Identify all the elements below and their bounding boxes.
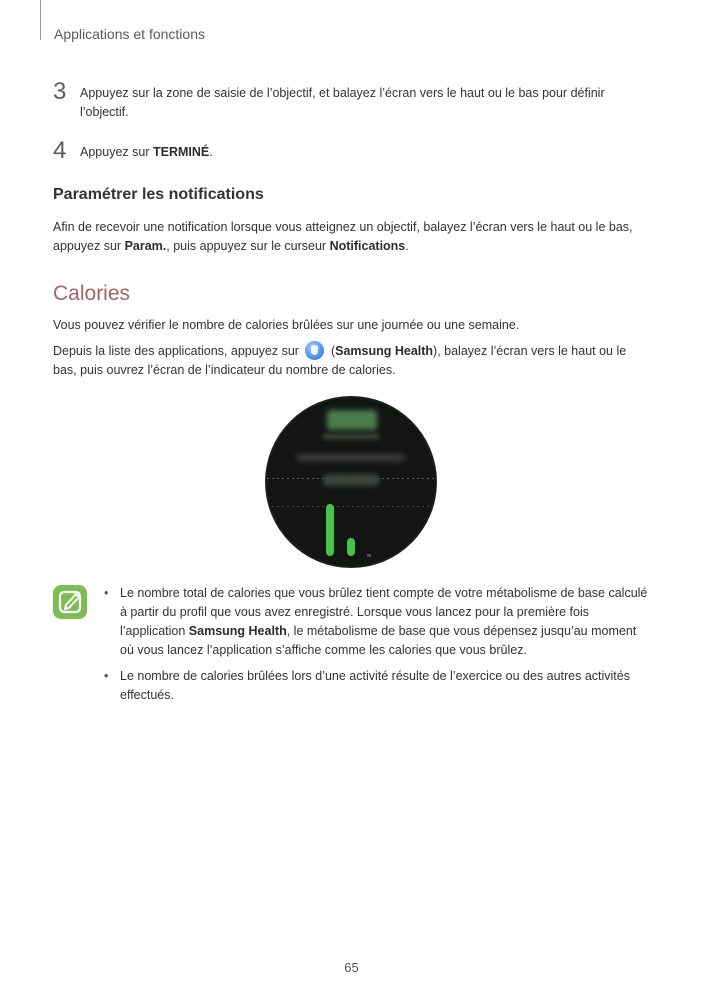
activity-bar bbox=[326, 504, 334, 556]
calories-heading: Calories bbox=[53, 282, 131, 305]
page-number: 65 bbox=[344, 960, 359, 975]
blurred-calories-value bbox=[327, 410, 377, 430]
activity-bar bbox=[347, 538, 355, 556]
blurred-text-line bbox=[297, 454, 405, 461]
watch-screen-image bbox=[267, 398, 435, 566]
step-text-part: Appuyez sur bbox=[80, 145, 153, 159]
step-text bbox=[80, 143, 653, 162]
note-item bbox=[104, 667, 649, 705]
dotted-divider bbox=[267, 506, 435, 507]
blurred-subtitle bbox=[323, 434, 379, 439]
note-pencil-icon bbox=[53, 585, 87, 619]
app-name: Samsung Health bbox=[335, 344, 434, 358]
app-name: Samsung Health bbox=[188, 624, 287, 638]
calories-instructions bbox=[53, 341, 648, 380]
step-text: Appuyez sur la zone de saisie de l’objectif, et balayez l’écran vers le haut ou le bas pour définir l’objectif. bbox=[80, 86, 605, 119]
notes-list bbox=[104, 584, 649, 712]
note-text: , le métabolisme de base que vous dépensez jusqu’au moment où vous lancez l’application s’affiche comme les calories que vous brûlez. bbox=[120, 624, 637, 657]
samsung-health-icon bbox=[305, 341, 324, 360]
text-part: Depuis la liste des applications, appuyez sur bbox=[53, 344, 303, 358]
termine-label: TERMINÉ bbox=[152, 145, 210, 159]
activity-bar-empty bbox=[367, 554, 371, 557]
header-rule bbox=[40, 0, 41, 40]
text-part: ), balayez l’écran vers le haut ou le bas, puis ouvrez l’écran de l’indicateur du nombre de calories. bbox=[53, 344, 627, 377]
note-text: Le nombre de calories brûlées lors d’une activité résulte de l’exercice ou des autres activités effectués. bbox=[120, 669, 630, 702]
bullet-marker: • bbox=[104, 586, 109, 600]
bullet-marker: • bbox=[104, 669, 109, 683]
step-3 bbox=[53, 78, 653, 122]
note-text: Le nombre total de calories que vous brûlez tient compte de votre métabolisme de base calculé à partir du profil que vous avez enregistré. Lorsque vous lancez pour la première fois l’application bbox=[120, 586, 648, 638]
text-part: Afin de recevoir une notification lorsque vous atteignez un objectif, balayez l’écran vers le haut ou le bas, appuyez sur bbox=[53, 220, 633, 253]
blurred-label bbox=[323, 474, 379, 486]
notifications-heading: Paramétrer les notifications bbox=[53, 186, 264, 203]
step-number: 4 bbox=[53, 137, 67, 164]
text-part: , puis appuyez sur le curseur bbox=[166, 239, 330, 253]
text-part: ( bbox=[330, 344, 336, 358]
note-item bbox=[104, 584, 649, 660]
step-text-part: . bbox=[209, 145, 213, 159]
notifications-paragraph bbox=[53, 218, 648, 256]
calories-intro: Vous pouvez vérifier le nombre de calories brûlées sur une journée ou une semaine. bbox=[53, 318, 520, 332]
notifications-label: Notifications bbox=[329, 239, 406, 253]
step-number: 3 bbox=[53, 78, 67, 105]
param-label: Param. bbox=[124, 239, 167, 253]
text-part: . bbox=[405, 239, 409, 253]
step-4 bbox=[53, 137, 653, 164]
page-header-title: Applications et fonctions bbox=[54, 26, 205, 42]
